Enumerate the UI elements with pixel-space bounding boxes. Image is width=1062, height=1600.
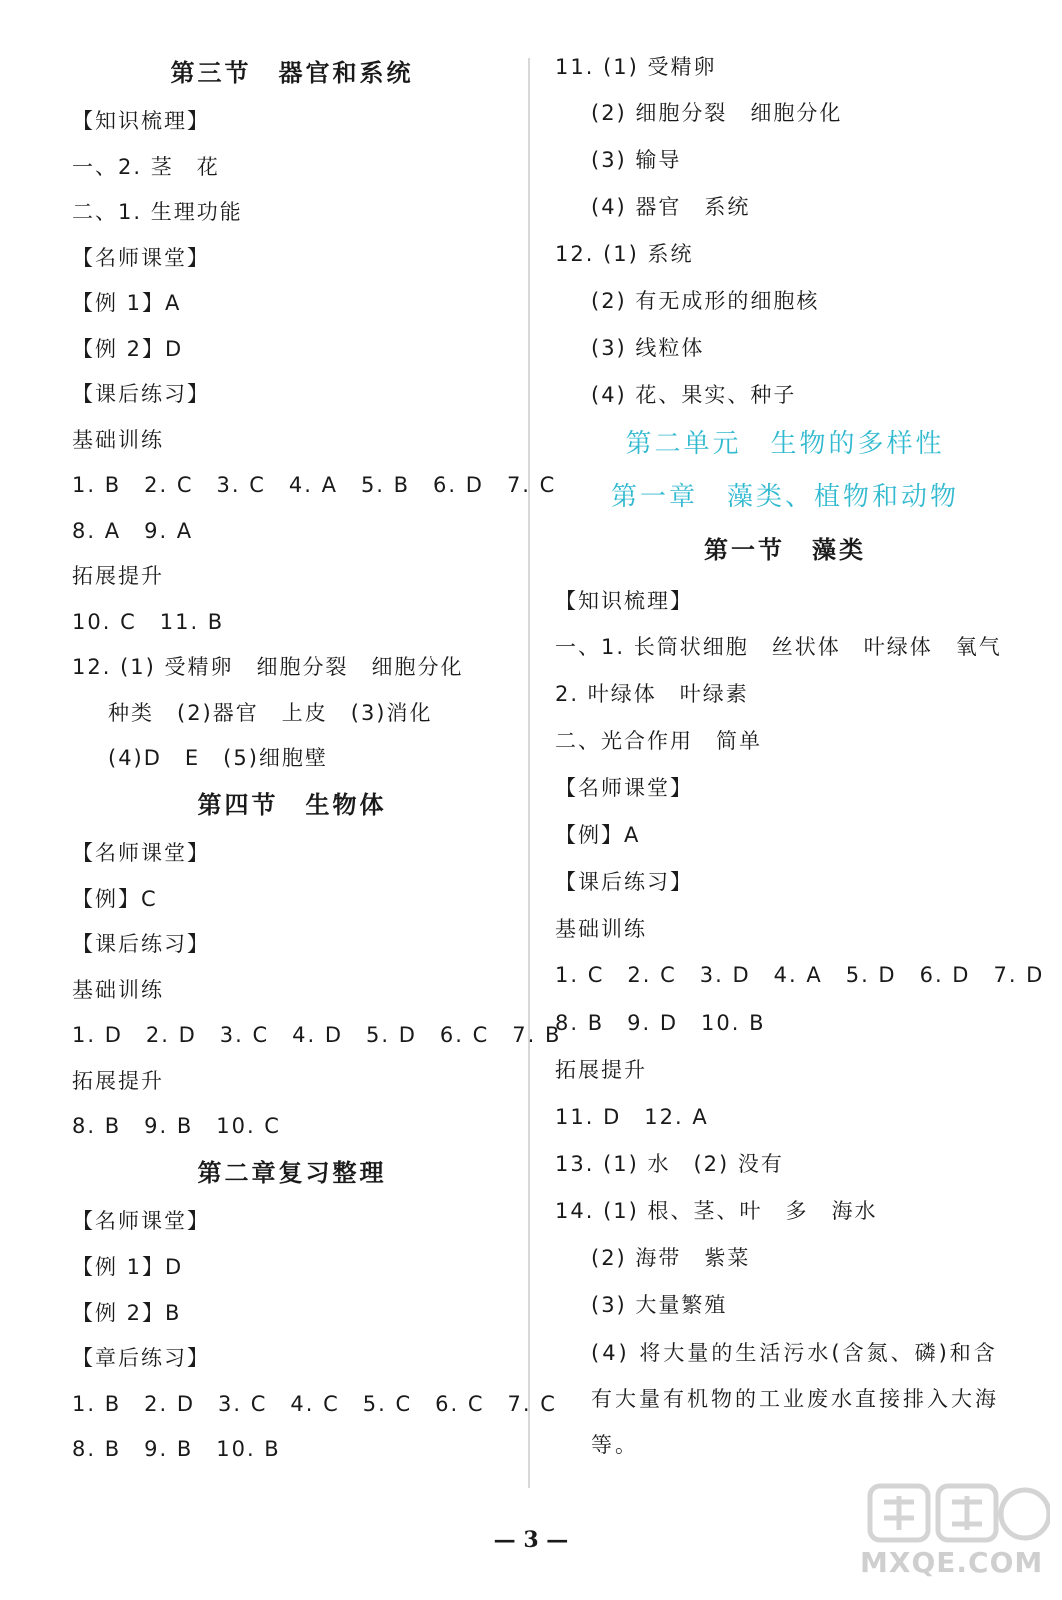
answer-line: (2) 有无成形的细胞核 (591, 289, 820, 313)
answer-line: 11. D 12. A (555, 1105, 709, 1129)
answer-line: 1. C 2. C 3. D 4. A 5. D 6. D 7. D (555, 963, 1045, 987)
answer-line: (3) 大量繁殖 (591, 1293, 728, 1317)
extension-label: 拓展提升 (72, 564, 164, 588)
knowledge-heading: 【知识梳理】 (555, 589, 693, 613)
exercise-heading: 【课后练习】 (555, 870, 693, 894)
answer-line: 1. D 2. D 3. C 4. D 5. D 6. C 7. B (72, 1023, 562, 1047)
example-answer: 【例】C (72, 887, 158, 911)
answer-line: 一、2. 茎 花 (72, 155, 220, 179)
answer-paragraph: (4) 将大量的生活污水(含氮、磷)和含有大量有机物的工业废水直接排入大海等。 (591, 1341, 999, 1457)
answer-line: (4) 器官 系统 (591, 195, 751, 219)
section-1-title: 第一节 藻类 (704, 536, 866, 564)
section-3-title: 第三节 器官和系统 (170, 59, 414, 87)
example-answer: 【例 1】D (72, 1255, 184, 1279)
extension-label: 拓展提升 (72, 1069, 164, 1093)
answer-line: 2. 叶绿体 叶绿素 (555, 682, 749, 706)
classroom-heading: 【名师课堂】 (72, 246, 210, 270)
answer-line: 12. (1) 受精卵 细胞分裂 细胞分化 (72, 655, 464, 679)
watermark-logo (860, 1478, 1050, 1588)
answer-line: (4) 花、果实、种子 (591, 383, 797, 407)
unit-title: 第二单元 生物的多样性 (625, 429, 945, 459)
extension-label: 拓展提升 (555, 1058, 647, 1082)
answer-line: 8. B 9. B 10. C (72, 1114, 281, 1138)
answer-line: 8. B 9. D 10. B (555, 1011, 766, 1035)
answer-line: 14. (1) 根、茎、叶 多 海水 (555, 1199, 878, 1223)
chapter-review-title: 第二章复习整理 (197, 1159, 387, 1187)
exercise-heading: 【课后练习】 (72, 382, 210, 406)
column-divider (528, 58, 530, 1488)
exercise-heading: 【课后练习】 (72, 932, 210, 956)
basic-training-label: 基础训练 (72, 978, 164, 1002)
knowledge-heading: 【知识梳理】 (72, 109, 210, 133)
example-answer: 【例 1】A (72, 291, 182, 315)
answer-line: (3) 线粒体 (591, 336, 705, 360)
watermark-stamp-icon (860, 1478, 1050, 1548)
chapter-title: 第一章 藻类、植物和动物 (610, 482, 959, 512)
answer-line: 8. B 9. B 10. B (72, 1437, 281, 1461)
classroom-heading: 【名师课堂】 (72, 841, 210, 865)
answer-line: 种类 (2)器官 上皮 (3)消化 (108, 701, 433, 725)
answer-line: 10. C 11. B (72, 610, 225, 634)
answer-line: 1. B 2. D 3. C 4. C 5. C 6. C 7. C (72, 1392, 557, 1416)
answer-line: (3) 输导 (591, 148, 682, 172)
answer-line: 二、光合作用 简单 (555, 729, 762, 753)
answer-line: 二、1. 生理功能 (72, 200, 243, 224)
classroom-heading: 【名师课堂】 (555, 776, 693, 800)
example-answer: 【例 2】D (72, 337, 184, 361)
answer-line: 1. B 2. C 3. C 4. A 5. B 6. D 7. C (72, 473, 557, 497)
answer-line: 12. (1) 系统 (555, 242, 694, 266)
example-answer: 【例】A (555, 823, 641, 847)
answer-line: (2) 细胞分裂 细胞分化 (591, 101, 843, 125)
answer-line: 一、1. 长筒状细胞 丝状体 叶绿体 氧气 (555, 635, 1002, 659)
answer-line: (2) 海带 紫菜 (591, 1246, 751, 1270)
page-number: — 3 — (493, 1527, 569, 1553)
answer-line: 8. A 9. A (72, 519, 194, 543)
chapter-exercise-heading: 【章后练习】 (72, 1346, 210, 1370)
classroom-heading: 【名师课堂】 (72, 1209, 210, 1233)
basic-training-label: 基础训练 (555, 917, 647, 941)
example-answer: 【例 2】B (72, 1301, 182, 1325)
basic-training-label: 基础训练 (72, 428, 164, 452)
section-4-title: 第四节 生物体 (197, 791, 387, 819)
answer-line: (4)D E (5)细胞壁 (108, 746, 328, 770)
answer-line: 13. (1) 水 (2) 没有 (555, 1152, 784, 1176)
answer-line: 11. (1) 受精卵 (555, 55, 717, 79)
watermark-text: MXQE.COM (860, 1546, 1044, 1579)
